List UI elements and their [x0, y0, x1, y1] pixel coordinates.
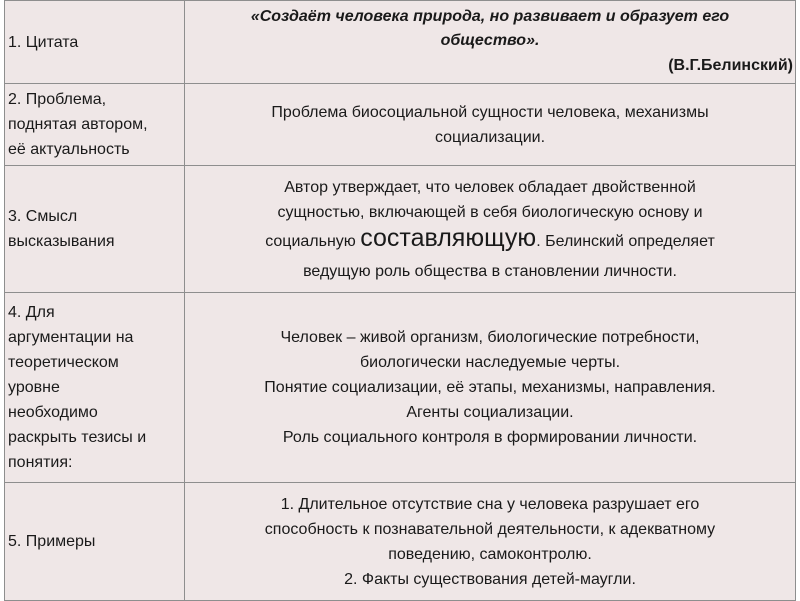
problem-text-line-1: Проблема биосоциальной сущности человека, механизмы — [271, 103, 709, 121]
argumentation-label-line-1: 4. Для — [8, 304, 55, 321]
row-label-examples — [5, 483, 185, 601]
quote-text-line-2: общество». — [440, 32, 540, 49]
table-row-argumentation — [5, 293, 796, 483]
argumentation-label-line-5: необходимо — [8, 404, 98, 421]
problem-label-line-1: 2. Проблема, — [8, 91, 107, 108]
meaning-text-line-3-start: социальную — [265, 232, 361, 250]
argumentation-label-line-7: понятия: — [8, 454, 73, 471]
argumentation-text-line-2: биологически наследуемые черты. — [359, 354, 621, 371]
row-label-argumentation — [5, 293, 185, 483]
meaning-label-line-2: высказывания — [8, 233, 115, 250]
argumentation-label-line-3: теоретическом — [8, 354, 119, 371]
quote-label: 1. Цитата — [8, 33, 79, 51]
problem-cell — [185, 84, 796, 166]
meaning-text-line-3-end: . Белинский определяет — [536, 232, 715, 250]
quote-cell — [185, 1, 796, 84]
table-row-problem — [5, 84, 796, 166]
meaning-big-word: составляющую — [360, 223, 537, 252]
row-label-meaning — [5, 166, 185, 293]
problem-label-line-3: её актуальность — [8, 141, 130, 158]
quote-text-line-1: «Создаёт человека природа, но развивает и образует его — [250, 8, 730, 25]
table-row-meaning — [5, 166, 796, 293]
problem-text-line-2: социализации. — [434, 128, 546, 146]
meaning-label-line-1: 3. Смысл — [8, 208, 78, 225]
quote-author: (В.Г.Белинский) — [668, 57, 793, 74]
argumentation-label-line-2: аргументации на — [8, 329, 134, 346]
meaning-text-line-2: сущностью, включающей в себя биологическую основу и — [277, 203, 703, 221]
meaning-text-line-3 — [195, 225, 785, 259]
row-label-quote — [5, 1, 185, 84]
argumentation-text-line-3: Понятие социализации, её этапы, механизмы, направления. — [264, 379, 716, 396]
argumentation-text-line-1: Человек – живой организм, биологические потребности, — [280, 329, 700, 346]
argumentation-label-line-6: раскрыть тезисы и — [8, 429, 147, 446]
examples-cell — [185, 483, 796, 601]
table-row-quote — [5, 1, 796, 84]
examples-text-line-3: поведению, самоконтролю. — [388, 545, 592, 563]
row-label-problem — [5, 84, 185, 166]
examples-label: 5. Примеры — [8, 533, 96, 550]
essay-plan-table — [4, 0, 796, 601]
examples-text-line-4: 2. Факты существования детей-маугли. — [344, 570, 636, 588]
meaning-text-line-1: Автор утверждает, что человек обладает двойственной — [284, 178, 696, 196]
argumentation-label-line-4: уровне — [8, 379, 60, 396]
argumentation-text-line-5: Роль социального контроля в формировании личности. — [282, 429, 698, 446]
problem-label-line-2: поднятая автором, — [8, 116, 148, 133]
argumentation-text-line-4: Агенты социализации. — [406, 404, 574, 421]
meaning-text-line-4: ведущую роль общества в становлении личности. — [303, 262, 677, 280]
examples-text-line-1: 1. Длительное отсутствие сна у человека разрушает его — [280, 495, 700, 513]
meaning-cell — [185, 166, 796, 293]
argumentation-cell — [185, 293, 796, 483]
examples-text-line-2: способность к познавательной деятельности, к адекватному — [264, 520, 716, 538]
table-row-examples — [5, 483, 796, 601]
